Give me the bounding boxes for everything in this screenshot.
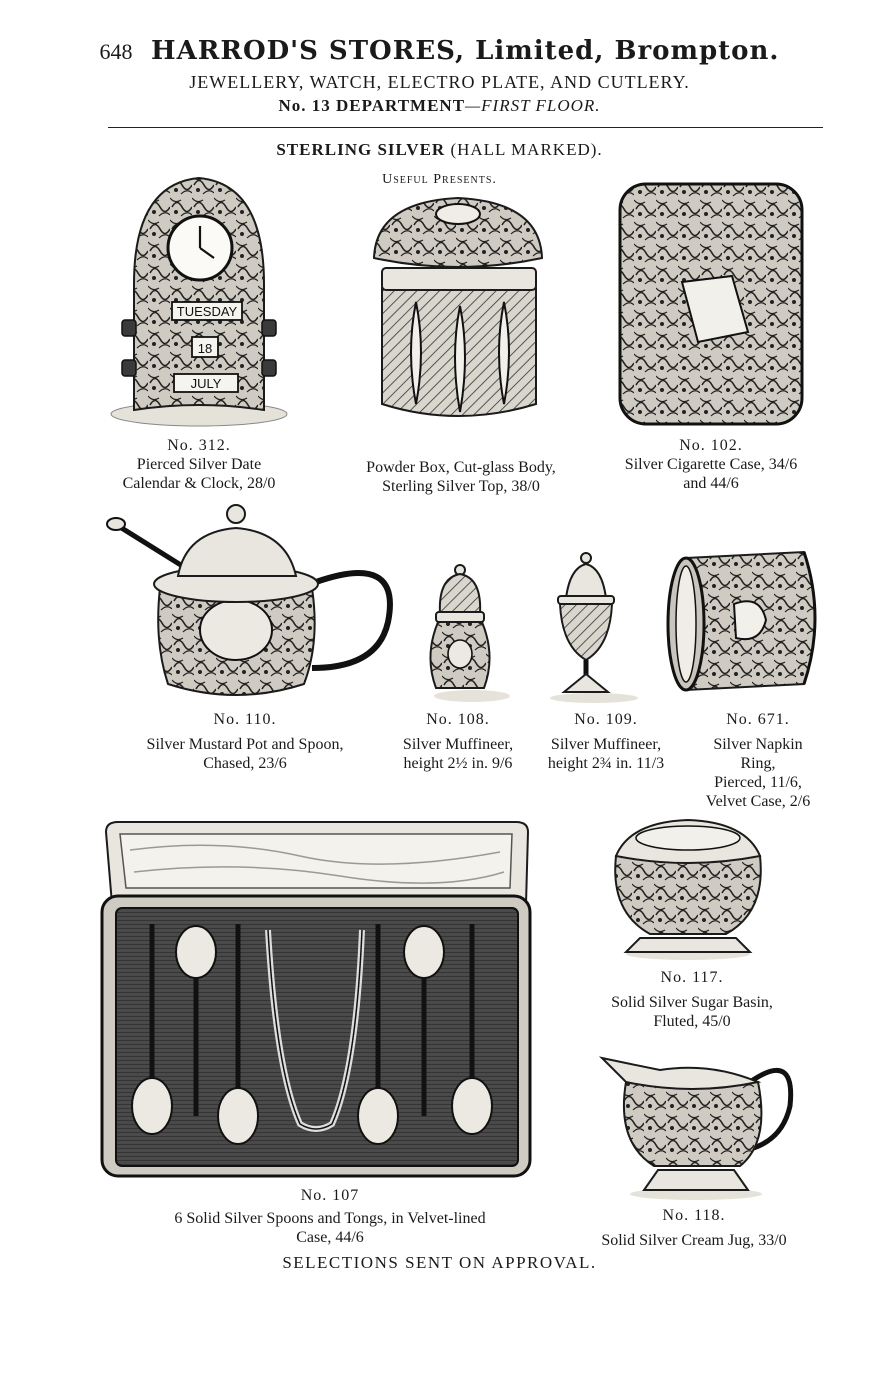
item-118-line1: Solid Silver Cream Jug, 33/0 bbox=[601, 1232, 787, 1249]
calendar-day: TUESDAY bbox=[176, 304, 238, 319]
footer-note: SELECTIONS SENT ON APPROVAL. bbox=[282, 1253, 597, 1272]
section-title-rest: (HALL MARKED). bbox=[445, 140, 603, 159]
calendar-date: 18 bbox=[197, 341, 213, 356]
item-110-line1: Silver Mustard Pot and Spoon, bbox=[146, 736, 344, 753]
item-107-number: No. 107 bbox=[300, 1187, 360, 1204]
item-108-number: No. 108. bbox=[426, 711, 490, 728]
item-107-line1: 6 Solid Silver Spoons and Tongs, in Velvet-lined bbox=[174, 1210, 486, 1227]
store-name: HARROD'S STORES, Limited, Brompton. bbox=[151, 36, 780, 66]
section-title-bold: STERLING SILVER bbox=[276, 140, 446, 159]
item-108-line2: height 2½ in. 9/6 bbox=[403, 755, 513, 772]
item-109-line2: height 2¾ in. 11/3 bbox=[547, 755, 665, 772]
item-107-line2: Case, 44/6 bbox=[296, 1229, 364, 1246]
page-number: 648 bbox=[99, 39, 133, 64]
item-102-line2: and 44/6 bbox=[683, 475, 739, 492]
item-671-line4: Velvet Case, 2/6 bbox=[705, 793, 811, 810]
cream-jug-illustration bbox=[600, 1046, 796, 1202]
mustard-pot-illustration bbox=[106, 502, 402, 702]
item-671-number: No. 671. bbox=[726, 711, 790, 728]
item-118-caption bbox=[566, 1206, 822, 1250]
napkin-ring-illustration bbox=[664, 548, 826, 696]
item-109-caption bbox=[534, 710, 678, 773]
item-117-number: No. 117. bbox=[660, 969, 724, 986]
item-108-line1: Silver Muffineer, bbox=[402, 736, 514, 753]
department-number: No. 13 DEPARTMENT bbox=[278, 96, 466, 115]
section-title bbox=[0, 140, 879, 160]
muffineer-109-illustration bbox=[540, 550, 644, 704]
item-110-number: No. 110. bbox=[213, 711, 277, 728]
calendar-month: JULY bbox=[190, 376, 222, 391]
item-110-caption bbox=[100, 710, 390, 773]
section-subtitle: Useful Presents. bbox=[382, 172, 497, 187]
item-312-line2: Calendar & Clock, 28/0 bbox=[122, 475, 276, 492]
cigarette-case-illustration bbox=[612, 176, 812, 432]
item-671-line2: Ring, bbox=[740, 755, 776, 772]
item-110-line2: Chased, 23/6 bbox=[203, 755, 287, 772]
department-floor: —FIRST FLOOR. bbox=[465, 96, 601, 115]
item-118-number: No. 118. bbox=[662, 1207, 726, 1224]
item-102-line1: Silver Cigarette Case, 34/6 bbox=[624, 456, 798, 473]
item-671-caption bbox=[682, 710, 834, 811]
item-117-line2: Fluted, 45/0 bbox=[653, 1013, 731, 1030]
powder-box-illustration bbox=[368, 192, 548, 432]
item-109-line1: Silver Muffineer, bbox=[550, 736, 662, 753]
item-102-caption bbox=[596, 436, 826, 493]
page-header bbox=[0, 36, 879, 66]
item-312-number: No. 312. bbox=[167, 437, 231, 454]
item-107-caption bbox=[100, 1186, 560, 1247]
item-671-line3: Pierced, 11/6, bbox=[714, 774, 802, 791]
item-671-line1: Silver Napkin bbox=[713, 736, 803, 753]
item-312-caption bbox=[104, 436, 294, 493]
spoons-and-tongs-case-illustration bbox=[100, 820, 534, 1182]
powder-box-line2: Sterling Silver Top, 38/0 bbox=[382, 478, 540, 495]
item-312-line1: Pierced Silver Date bbox=[136, 456, 262, 473]
item-108-caption bbox=[388, 710, 528, 773]
muffineer-108-illustration bbox=[420, 564, 512, 704]
sugar-basin-illustration bbox=[610, 816, 766, 962]
powder-box-caption bbox=[330, 458, 592, 496]
departments-line: JEWELLERY, WATCH, ELECTRO PLATE, AND CUTLERY. bbox=[189, 72, 690, 92]
item-102-number: No. 102. bbox=[679, 437, 743, 454]
powder-box-line1: Powder Box, Cut-glass Body, bbox=[366, 459, 556, 476]
header-rule bbox=[108, 127, 823, 128]
item-109-number: No. 109. bbox=[574, 711, 638, 728]
item-117-line1: Solid Silver Sugar Basin, bbox=[611, 994, 773, 1011]
date-calendar-clock-illustration bbox=[104, 174, 294, 430]
item-117-caption bbox=[586, 968, 798, 1031]
department-line bbox=[0, 96, 879, 116]
